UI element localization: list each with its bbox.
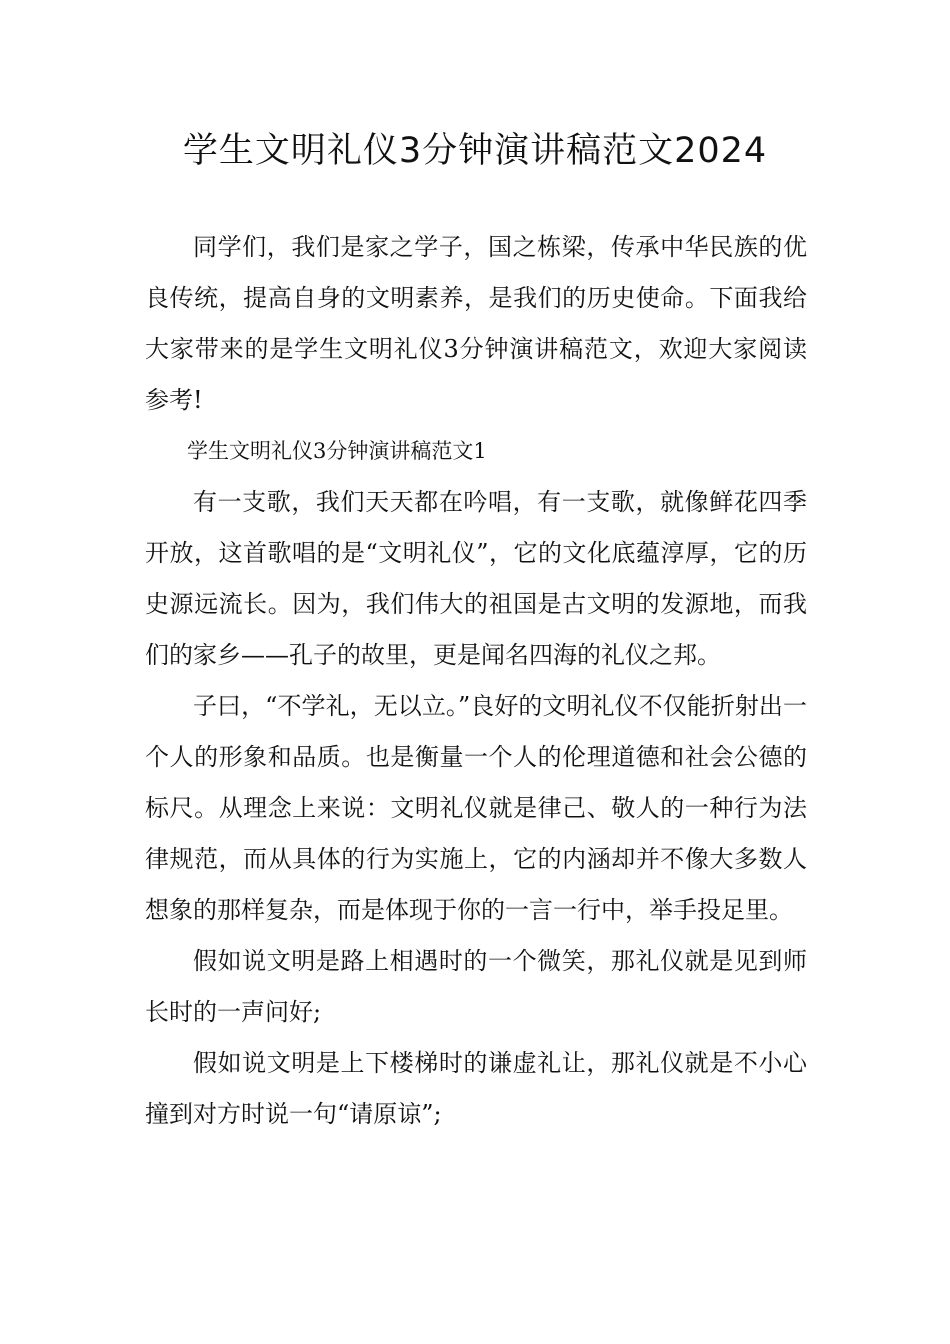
intro-paragraph: 同学们，我们是家之学子，国之栋梁，传承中华民族的优良传统，提高自身的文明素养，是我们的历史使命。下面我给大家带来的是学生文明礼仪3分钟演讲稿范文，欢迎大家阅读参考! bbox=[145, 233, 807, 414]
body-paragraph: 假如说文明是路上相遇时的一个微笑，那礼仪就是见到师长时的一声问好; bbox=[145, 947, 807, 1026]
document-title: 学生文明礼仪3分钟演讲稿范文2024 bbox=[182, 131, 768, 171]
body-paragraph: 子曰，“不学礼，无以立。”良好的文明礼仪不仅能折射出一个人的形象和品质。也是衡量一个人的伦理道德和社会公德的标尺。从理念上来说：文明礼仪就是律己、敬人的一种行为法律规范，而从具体的行为实施上，它的内涵却并不像大多数人想象的那样复杂，而是体现于你的一言一行中，举手投足里。 bbox=[145, 692, 807, 924]
section-heading: 学生文明礼仪3分钟演讲稿范文1 bbox=[187, 439, 487, 463]
body-paragraph: 假如说文明是上下楼梯时的谦虚礼让，那礼仪就是不小心撞到对方时说一句“请原谅”; bbox=[145, 1049, 807, 1128]
body-paragraph: 有一支歌，我们天天都在吟唱，有一支歌，就像鲜花四季开放，这首歌唱的是“文明礼仪”，它的文化底蕴淳厚，它的历史源远流长。因为，我们伟大的祖国是古文明的发源地，而我们的家乡——孔子的故里，更是闻名四海的礼仪之邦。 bbox=[145, 488, 807, 669]
document-body bbox=[145, 222, 807, 1140]
